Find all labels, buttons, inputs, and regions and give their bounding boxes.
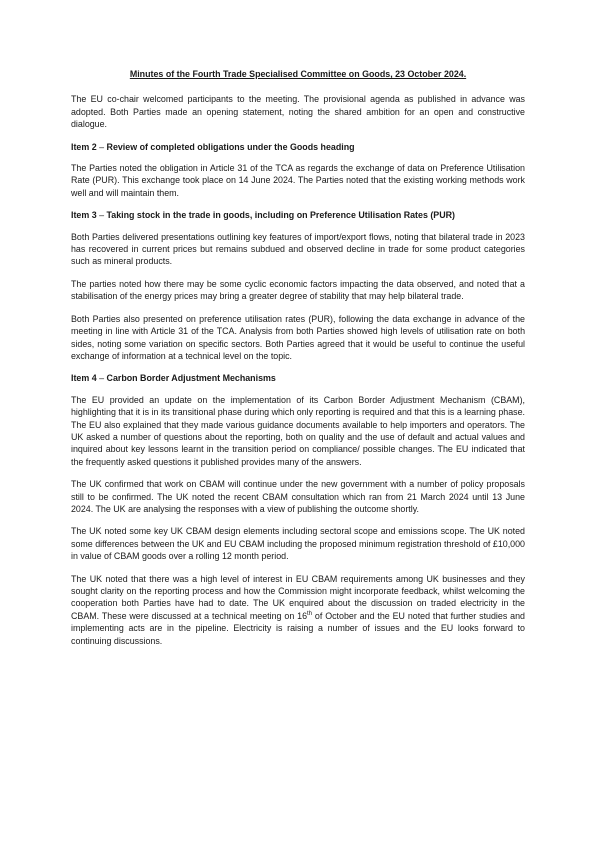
item-3-paragraph-1: Both Parties delivered presentations outlining key features of import/export flows, noting that bilateral trade in 2023 has recovered in current prices but remains subdued and observed decline in trade for some product categories such as mineral products. bbox=[71, 231, 525, 267]
document-title: Minutes of the Fourth Trade Specialised Committee on Goods, 23 October 2024. bbox=[129, 69, 467, 79]
intro-paragraph: The EU co-chair welcomed participants to the meeting. The provisional agenda as published in advance was adopted. Both Parties made an opening statement, noting the shared ambition for an open and constructive dialogue. bbox=[71, 94, 525, 130]
item-4-paragraph-4 bbox=[71, 573, 525, 647]
item-3-paragraph-2: The parties noted how there may be some cyclic economic factors impacting the data observed, and noted that a stabilisation of the energy prices may bring a greater degree of stability that may help bilateral trade. bbox=[71, 278, 525, 302]
document-body bbox=[71, 68, 525, 657]
item-2-dash: – bbox=[99, 141, 105, 152]
item-4-dash: – bbox=[99, 373, 105, 384]
item-2-heading bbox=[71, 141, 525, 153]
item-4-paragraph-2: The UK confirmed that work on CBAM will continue under the new government with a number of policy proposals still to be confirmed. The UK noted the recent CBAM consultation which ran from 21 March 2024 until 13 June 2024. The UK are analysing the responses with a view of publishing the outcome shortly. bbox=[71, 479, 525, 514]
item-3-prefix: Item 3 bbox=[71, 210, 100, 221]
item-3-dash: – bbox=[99, 210, 105, 221]
item-4-title: Carbon Border Adjustment Mechanisms bbox=[104, 373, 276, 384]
item-4-paragraph-1: The EU provided an update on the implementation of its Carbon Border Adjustment Mechanism (CBAM), highlighting that it is in its transitional phase during which only reporting is required and that this is a learning phase. The EU also explained that they made various guidance documents available to help importers and operators. The UK asked a number of questions about the reporting, both on quality and the use of default and actual values and inquired about key lessons learnt in the transition period on compliance/ possible changes. The EU indicated that the frequently asked questions it published provides many of the answers. bbox=[71, 394, 525, 467]
item-3-title: Taking stock in the trade in goods, including on Preference Utilisation Rates (PUR) bbox=[104, 210, 456, 221]
item-4-paragraph-4-before: The UK noted that there was a high level of interest in EU CBAM requirements among UK businesses and they sought clarity on the reporting process and how the Commission might incorporate feedback, whilst welcoming the cooperation both Parties have had to date. The UK enquired about the discussion on traded electricity in the CBAM. These were discussed at a technical meeting on 16 bbox=[71, 573, 525, 621]
item-2-prefix: Item 2 bbox=[71, 141, 100, 152]
item-3-heading bbox=[71, 209, 525, 221]
item-3-paragraph-3: Both Parties also presented on preference utilisation rates (PUR), following the data exchange in advance of the meeting in line with Article 31 of the TCA. Analysis from both Parties showed high levels of utilisation rate on both sides, noting some variation on specific sectors. Both Parties agreed that it would be useful to continue the useful exchange of information at a technical level on the topic. bbox=[71, 313, 525, 361]
item-2-title: Review of completed obligations under the Goods heading bbox=[104, 141, 355, 152]
ordinal-suffix: th bbox=[307, 610, 313, 617]
item-4-paragraph-3: The UK noted some key UK CBAM design elements including sectoral scope and emissions scope. The UK noted some differences between the UK and EU CBAM including the proposed minimum registration threshold of £10,000 in value of CBAM goods over a rolling 12 month period. bbox=[71, 526, 525, 562]
item-4-prefix: Item 4 bbox=[71, 373, 100, 384]
item-4-heading bbox=[71, 372, 525, 384]
item-4-paragraph-4-after: of October and the EU noted that further studies and implementing acts are in the pipeline. Electricity is raising a number of issues and the EU looks forward to continuing discussions. bbox=[71, 610, 525, 646]
item-2-paragraph: The Parties noted the obligation in Article 31 of the TCA as regards the exchange of data on Preference Utilisation Rate (PUR). This exchange took place on 14 June 2024. The Parties noted that the existing working methods work well and will maintain them. bbox=[71, 163, 525, 198]
